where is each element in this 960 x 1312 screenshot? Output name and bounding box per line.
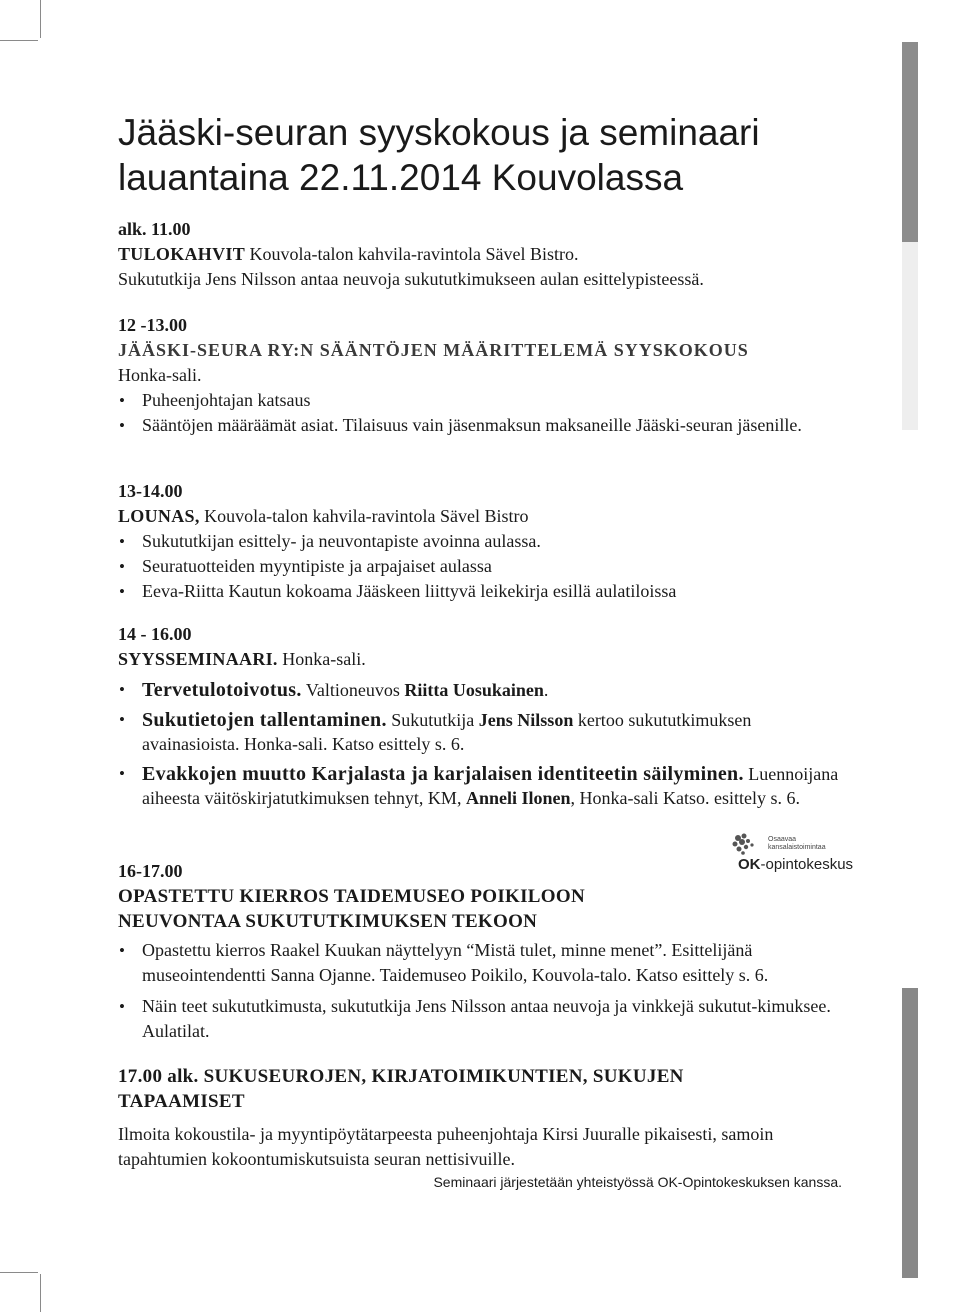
section-heading: SYYSSEMINAARI. Honka-sali. bbox=[118, 649, 366, 669]
list-item: • Puheenjohtajan katsaus bbox=[118, 388, 878, 413]
page-title bbox=[118, 110, 878, 200]
section-heading: NEUVONTAA SUKUTUTKIMUKSEN TEKOON bbox=[118, 911, 538, 932]
list-item: • Sukutietojen tallentaminen. Sukututkija Jens Nilsson kertoo sukututkimuksen avainasioista. Honka-sali. Katso esittely s. 6. bbox=[118, 708, 842, 756]
section-heading: LOUNAS, Kouvola-talon kahvila-ravintola Sävel Bistro bbox=[118, 506, 529, 526]
section-text: Sukututkija Jens Nilsson antaa neuvoja sukututkimukseen aulan esittelypisteessä. bbox=[118, 269, 704, 289]
bullet-list bbox=[118, 678, 878, 810]
section-text: Ilmoita kokoustila- ja myyntipöytätarpeesta puheenjohtaja Kirsi Juuralle pikaisesti, samoin tapahtumien kokoontumiskutsuista seuran nettisivuille. bbox=[118, 1124, 774, 1169]
section-heading: JÄÄSKI-SEURA RY:N SÄÄNTÖJEN MÄÄRITTELEMÄ SYYSKOKOUS bbox=[118, 340, 749, 360]
section-heading: 17.00 alk. SUKUSEUROJEN, KIRJATOIMIKUNTIEN, SUKUJEN TAPAAMISET bbox=[118, 1066, 684, 1112]
list-item: • Eeva-Riitta Kautun kokoama Jääskeen liittyvä leikekirja esillä aulatiloissa bbox=[118, 579, 878, 604]
section-heading: OPASTETTU KIERROS TAIDEMUSEO POIKILOON bbox=[118, 886, 585, 907]
decorative-side-bar bbox=[902, 42, 918, 430]
section-tour bbox=[118, 859, 878, 1044]
section-lunch bbox=[118, 479, 878, 604]
decorative-side-bar bbox=[902, 988, 918, 1278]
bullet-list bbox=[118, 938, 878, 1044]
list-item: • Opastettu kierros Raakel Kuukan näyttelyyn “Mistä tulet, minne menet”. Esittelijänä museointendentti Sanna Ojanne. Taidemuseo Poikilo, Kouvola-talo. Katso esittely s. 6. bbox=[118, 938, 842, 988]
crop-mark bbox=[40, 1274, 41, 1312]
section-coffee bbox=[118, 217, 878, 292]
section-time: 13-14.00 bbox=[118, 481, 183, 501]
list-item: • Seuratuotteiden myyntipiste ja arpajaiset aulassa bbox=[118, 554, 878, 579]
section-time: 12 -13.00 bbox=[118, 315, 187, 335]
section-place: Honka-sali. bbox=[118, 365, 202, 385]
section-time: 14 - 16.00 bbox=[118, 624, 192, 644]
section-heading: TULOKAHVIT Kouvola-talon kahvila-ravintola Sävel Bistro. bbox=[118, 244, 579, 264]
list-item: • Sääntöjen määräämät asiat. Tilaisuus vain jäsenmaksun maksaneille Jääski-seuran jäsenille. bbox=[118, 413, 822, 438]
logo-tagline: Osaavaa kansalaistoimintaa bbox=[768, 836, 826, 851]
crop-mark bbox=[0, 40, 38, 41]
section-gatherings bbox=[118, 1064, 878, 1172]
logo-wordmark: OK-opintokeskus bbox=[738, 856, 854, 873]
list-item: • Tervetulotoivotus. Valtioneuvos Riitta Uosukainen. bbox=[118, 678, 878, 702]
section-time: 16-17.00 bbox=[118, 861, 183, 881]
bullet-list bbox=[118, 388, 878, 438]
section-seminar bbox=[118, 622, 878, 810]
title-line-2: lauantaina 22.11.2014 Kouvolassa bbox=[118, 157, 684, 198]
section-meeting bbox=[118, 313, 878, 438]
title-line-1: Jääski-seuran syyskokous ja seminaari bbox=[118, 112, 760, 153]
list-item: • Näin teet sukututkimusta, sukututkija Jens Nilsson antaa neuvoja ja vinkkejä sukutut-kimuksee. Aulatilat. bbox=[118, 994, 842, 1044]
footer-note: Seminaari järjestetään yhteistyössä OK-Opintokeskuksen kanssa. bbox=[433, 1174, 842, 1190]
section-time: alk. 11.00 bbox=[118, 219, 191, 239]
crop-mark bbox=[0, 1272, 38, 1273]
crop-mark bbox=[40, 0, 41, 38]
bullet-list bbox=[118, 529, 878, 604]
list-item: • Sukututkijan esittely- ja neuvontapiste avoinna aulassa. bbox=[118, 529, 878, 554]
list-item: • Evakkojen muutto Karjalasta ja karjalaisen identiteetin säilyminen. Luennoijana aiheesta väitöskirjatutkimuksen tehnyt, KM, Anneli Ilonen, Honka-sali Katso. esittely s. 6. bbox=[118, 762, 862, 810]
